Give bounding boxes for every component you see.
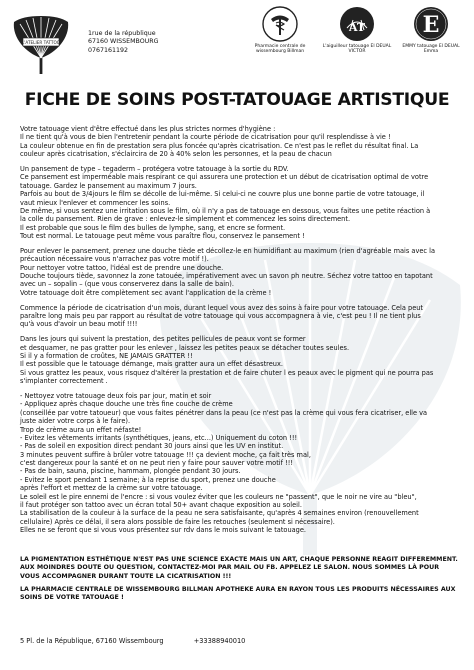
instruction-line: avec un – sopalin – (que vous conserverez dans la salle de bain). — [20, 280, 234, 289]
instruction-line: Elles ne se feront que si vous vous présentez sur rdv dans le mois suivant le tatouage. — [20, 526, 307, 534]
instruction-line: Douche toujours tiède, savonnez la zone tatouée, impérativement avec un savon ph neutre. Séchez votre tattoo en tapotant — [20, 272, 433, 280]
instruction-line: Votre tatouage vient d'être effectué dans les plus strictes normes d'hygiène : — [20, 125, 276, 133]
contact-phone: +33388940010 — [193, 637, 246, 645]
instruction-line: tatouage. Gardez le pansement au maximum 7 jours. — [20, 181, 197, 190]
instruction-line: Ce pansement est imperméable mais respirant ce qui assurera une protection et un début de cicatrisation optimal de votre — [20, 173, 429, 182]
instruction-line: Dans les jours qui suivent la prestation, des petites pellicules de peaux vont se former — [20, 335, 306, 344]
instruction-line: - Evitez les vêtements irritants (synthétiques, jeans, etc...) Uniquement du coton !!! — [20, 433, 298, 442]
instruction-line: s'implanter correctement . — [20, 377, 108, 386]
instruction-line: - Evitez le sport pendant 1 semaine; à la reprise du sport, prenez une douche — [20, 475, 276, 484]
bottom-contact — [20, 637, 245, 645]
svg-text:E: E — [422, 12, 440, 38]
instruction-line: Trop de crème aura un effet néfaste! — [20, 425, 142, 434]
instruction-line: - Pas de bain, sauna, piscine, hammam, plongée pendant 30 jours. — [20, 467, 241, 476]
instruction-line: Le soleil est le pire ennemi de l'encre : si vous voulez éviter que les couleurs ne "passent", que le noir ne vire au "bleu", — [20, 492, 417, 501]
instruction-line: - Appliquez après chaque douche une très fine couche de crème — [20, 400, 233, 409]
instruction-line: Commence la période de cicatrisation d'un mois, durant lequel vous avez des soins à faire pour votre tatouage. Cela peut — [20, 303, 424, 312]
instruction-line: - Nettoyez votre tatouage deux fois par jour, matin et soir — [20, 392, 212, 400]
instruction-line: - Pas de soleil en exposition direct pendant 30 jours ainsi que les UV en institut. — [20, 442, 284, 451]
pharmacy-logo-icon — [262, 6, 298, 42]
instruction-line: De même, si vous sentez une irritation sous le film, où il n'y a pas de tatouage en dessous, vous faites une petite réaction à — [20, 206, 431, 215]
partner-aiguilleur-name: L'aiguilleur tatouage El DEUAL VICTOR — [322, 44, 392, 55]
instruction-line: après l'effort et mettez de la crème sur votre tatouage. — [20, 484, 203, 493]
partner-emmy-name: EMMY tatouage El DEUAL Emma — [402, 44, 460, 55]
instruction-line: Pour enlever le pansement, prenez une douche tiède et décollez-le en humidifiant au maximum (rien d'agréable mais avec la — [20, 246, 436, 255]
shop-address — [88, 30, 159, 55]
partner-aiguilleur — [322, 6, 392, 55]
atelier-tattoo-logo — [6, 8, 76, 78]
aiguilleur-logo-icon — [339, 6, 375, 42]
footer-line: LA PHARMACIE CENTRALE DE WISSEMBOURG BILLMAN APOTHEKE AURA EN RAYON TOUS LES PRODUITS NÉCESSAIRES AUX — [20, 585, 456, 593]
instruction-line: Un pansement de type – tegaderm – protégera votre tatouage à la sortie du RDV. — [20, 165, 289, 173]
footer-line: SOINS DE VOTRE TATOUAGE ! — [20, 594, 124, 602]
instruction-line: et desquamer, ne pas gratter pour les enlever , laissez les petites peaux se détacher toutes seules. — [20, 343, 350, 352]
partner-pharmacie — [245, 6, 315, 55]
ginkgo-leaf-icon — [6, 8, 76, 78]
page-header — [0, 0, 474, 82]
address-street: 1rue de la république — [88, 30, 156, 37]
instruction-line: juste aider votre corps à le faire). — [20, 417, 131, 426]
instruction-line: Il ne tient qu'à vous de bien l'entretenir pendant la courte période de cicatrisation pour qu'il resplendisse à vie ! — [20, 133, 391, 142]
footer-line: LA PIGMENTATION ESTHÉTIQUE N'EST PAS UNE SCIENCE EXACTE MAIS UN ART, CHAQUE PERSONNE REAGIT DIFFEREMMENT. — [20, 556, 458, 563]
instruction-line: (conseillée par votre tatoueur) que vous faites pénétrer dans la peau (ce n'est pas la crème qui vous fera cicatriser, elle va — [20, 408, 428, 417]
partner-pharmacie-name: Pharmacie centrale de wissembourg Billman — [254, 44, 306, 55]
footer-notice — [20, 556, 460, 602]
instruction-line: qu'à vous d'avoir un beau motif !!!! — [20, 320, 138, 329]
instruction-line: c'est dangereux pour la santé et on ne peut rien y faire pour sauver votre motif !!! — [20, 459, 293, 467]
contact-address: 5 Pl. de la République, 67160 Wissembourg — [20, 637, 164, 645]
instruction-line: Il est possible que le tatouage démange, mais gratter aura un effet désastreux. — [20, 360, 283, 369]
instruction-line: précaution nécessaire vous n'arrachez pas votre motif !). — [20, 255, 209, 264]
instruction-line: La stabilisation de la couleur à la surface de la peau ne sera satisfaisante, qu'après 4 semaines environ (renouvellement — [20, 509, 419, 518]
instruction-line: Pour nettoyer votre tattoo, l'idéal est de prendre une douche. — [20, 263, 224, 272]
svg-text:AT: AT — [348, 21, 366, 34]
svg-text:L'ATELIER TATTOO: L'ATELIER TATTOO — [21, 40, 61, 45]
address-phone: 0767161192 — [88, 46, 129, 54]
instruction-line: couleur après cicatrisation, s'éclaircira de 20 à 40% selon les personnes, et la peau de chacun — [20, 150, 332, 159]
instruction-line: vaut mieux l'enlever et commencer les soins. — [20, 198, 171, 207]
instruction-line: Tout est normal. Le tatouage peut même vous paraître flou, conservez le pansement ! — [20, 232, 305, 240]
partner-emmy — [396, 6, 466, 55]
instruction-line: il faut protéger son tattoo avec un écran total 50+ avant chaque exposition au soleil. — [20, 500, 302, 509]
instruction-line: Si vous grattez les peaux, vous risquez d'altérer la prestation et de faire chuter l es peaux avec le pigment qui ne pourra pas — [20, 368, 434, 377]
instruction-line: Parfois au bout de 3/4jours le film se décolle de lui-même. Si celui-ci ne couvre plus une bonne partie de votre tatouage, il — [20, 190, 425, 199]
instruction-line: cellulaire) Après ce délai, il sera alors possible de faire les retouches (seulement si nécessaire). — [20, 517, 335, 526]
instruction-line: Il est probable que sous le film des bulles de lymphe, sang, et encre se forment. — [20, 223, 286, 232]
instruction-line: paraître long mais peu par rapport au résultat de votre tatouage qui vous accompagnera à vie, c'est peu ! Il ne tient plus — [20, 312, 421, 320]
footer-line: VOUS ACCOMPAGNER DURANT TOUTE LA CICATRISATION !!! — [20, 572, 232, 580]
care-instructions — [20, 125, 460, 534]
footer-line: AUX MOINDRES DOUTE OU QUESTION, CONTACTEZ-MOI PAR MAIL OU FB. APPELEZ LE SALON. NOUS SOMMES LÀ POUR — [20, 564, 440, 572]
instruction-line: La couleur obtenue en fin de prestation sera plus foncée qu'après cicatrisation. Ce n'est pas le reflet du résultat final. La — [20, 141, 419, 150]
instruction-line: Si il y a formation de croûtes, NE JAMAIS GRATTER !! — [20, 352, 193, 360]
instruction-line: Votre tatouage doit être complètement sec avant l'application de la crème ! — [20, 288, 272, 297]
emmy-logo-icon — [413, 6, 449, 42]
page-title: FICHE DE SOINS POST-TATOUAGE ARTISTIQUE — [24, 90, 450, 110]
address-city: 67160 WISSEMBOURG — [88, 38, 159, 46]
instruction-line: la colle du pansement. Rien de grave : enlevez-le simplement et commencez les soins directement. — [20, 215, 351, 224]
instruction-line: 3 minutes peuvent suffire à brûler votre tatouage !!! ça devient moche, ça fait très mal, — [20, 450, 311, 459]
